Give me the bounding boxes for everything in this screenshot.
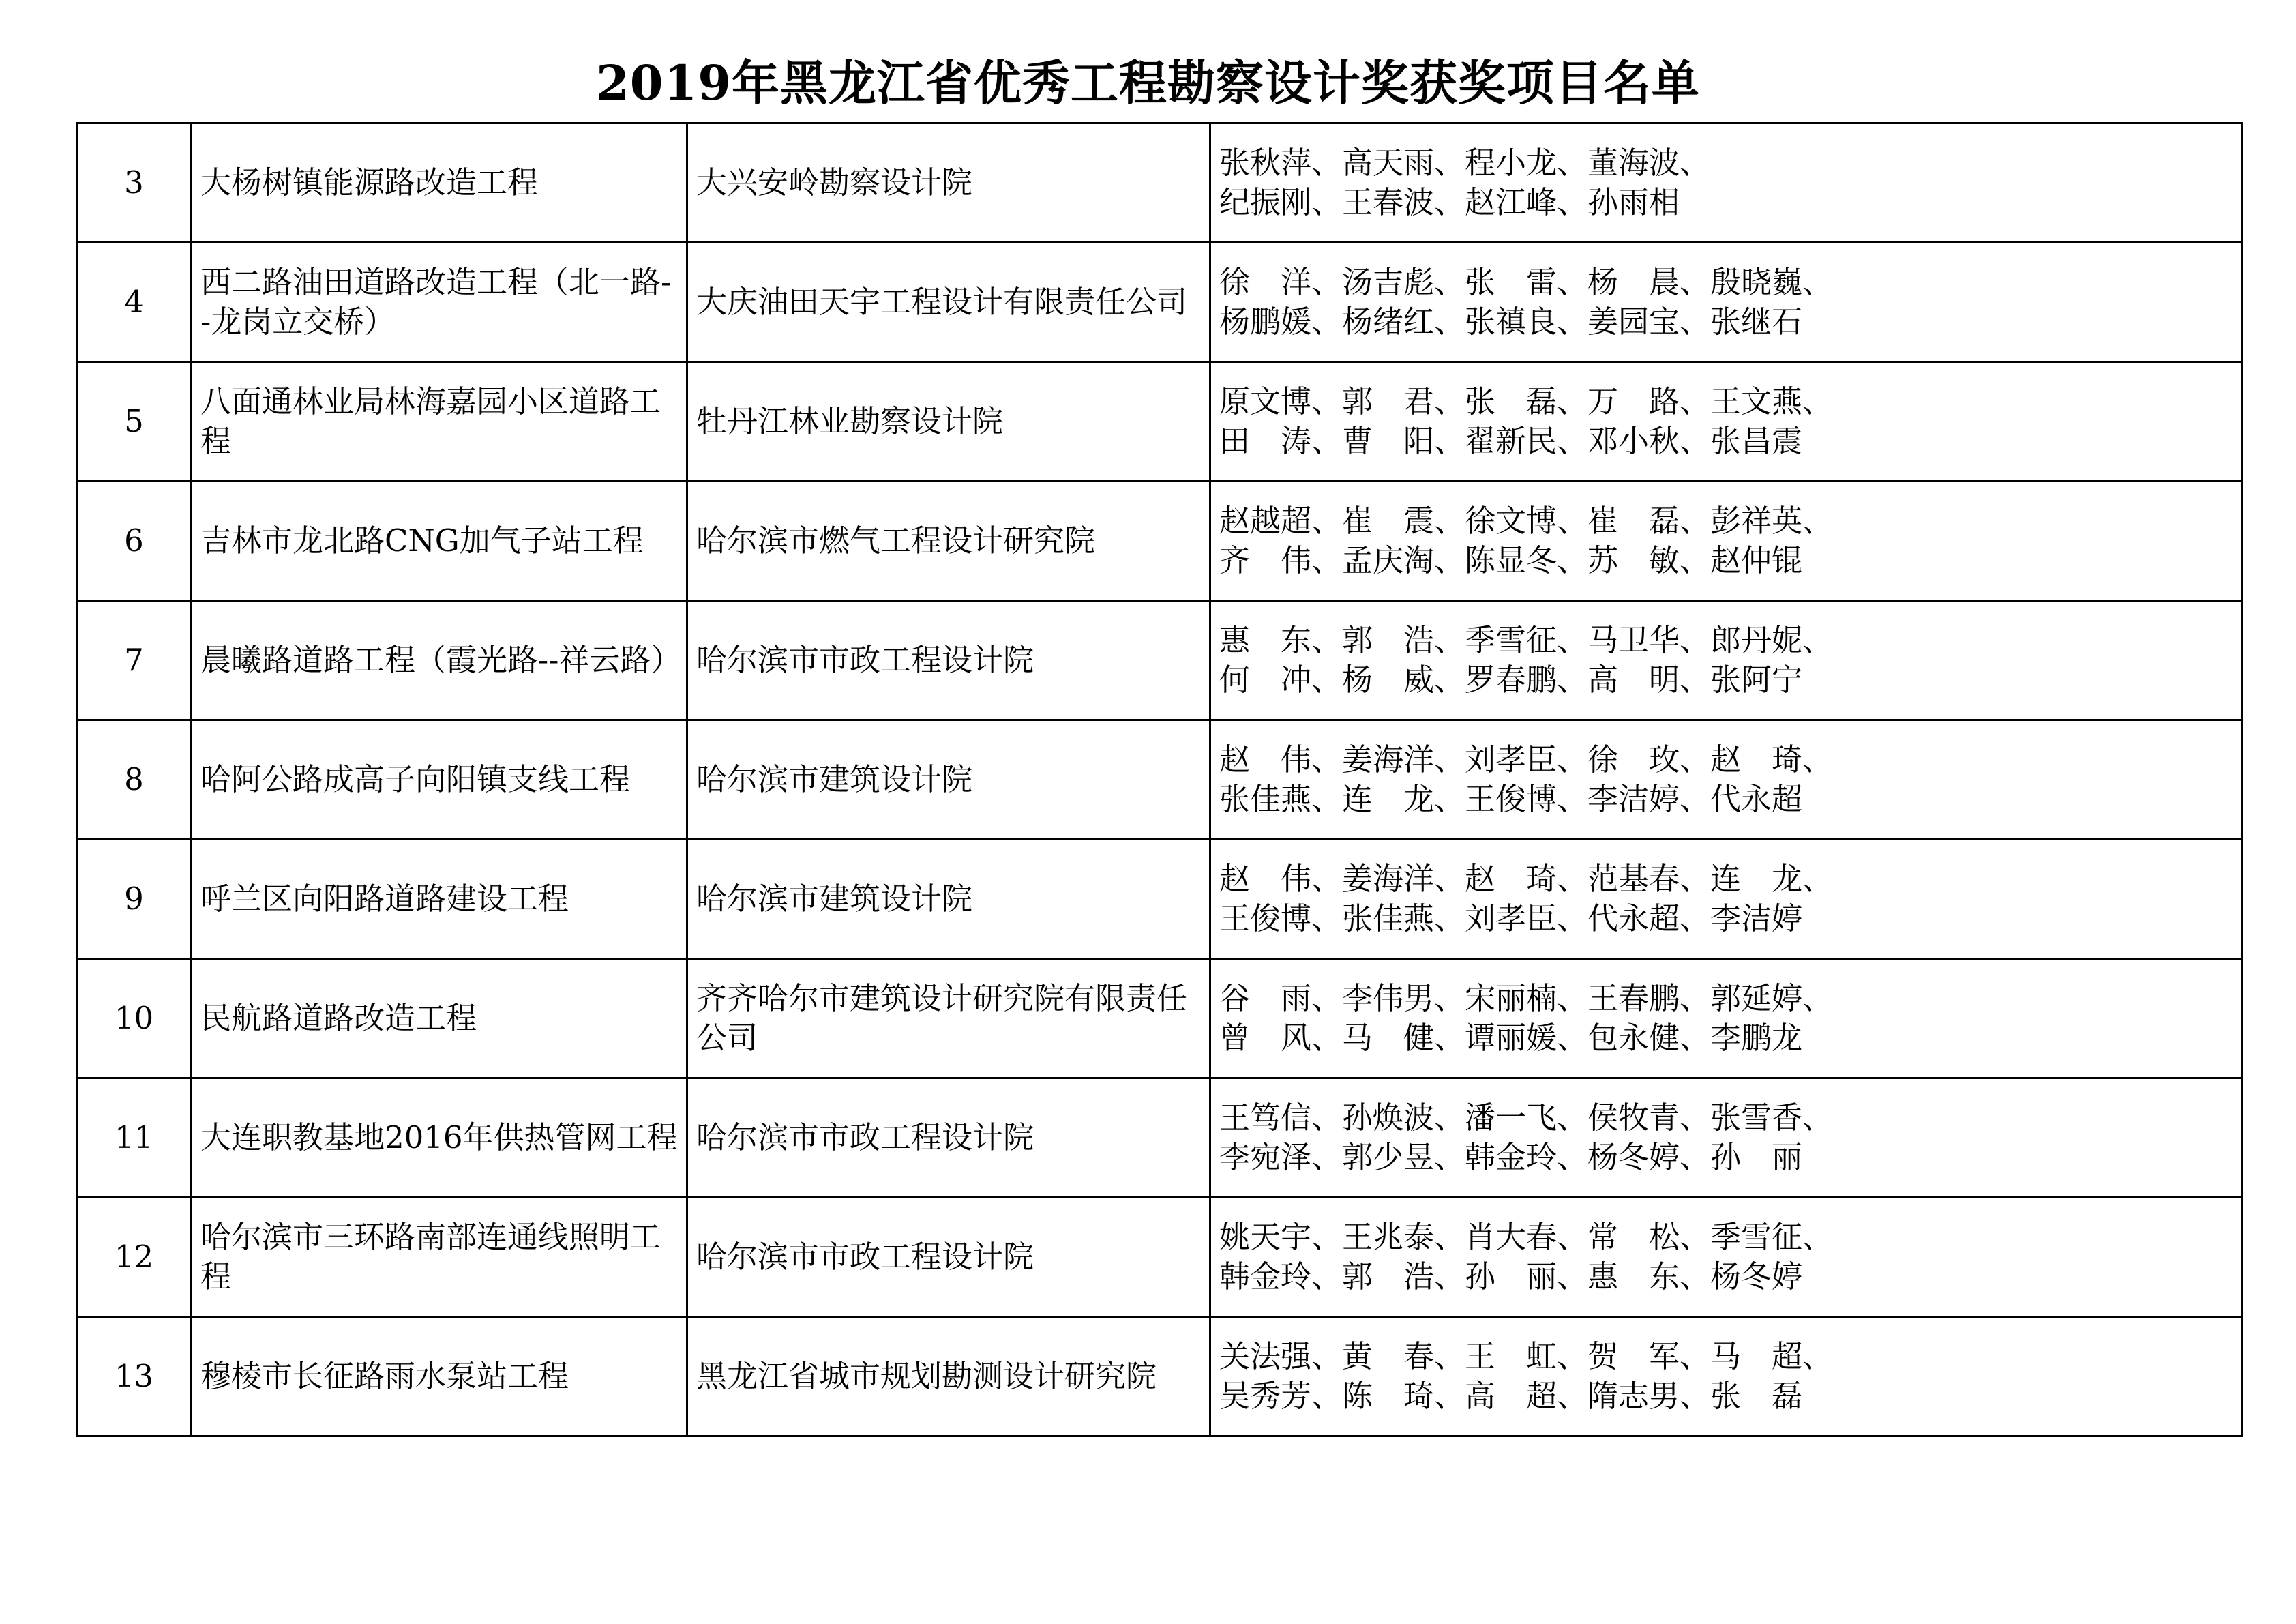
personnel-names-line: 惠 东、郭 浩、季雪征、马卫华、郎丹妮、 — [1219, 622, 1834, 658]
design-unit-cell: 大庆油田天宇工程设计有限责任公司 — [687, 243, 1210, 362]
project-name-cell: 晨曦路道路工程（霞光路--祥云路） — [192, 601, 687, 720]
personnel-names-line: 原文博、郭 君、张 磊、万 路、王文燕、 — [1219, 383, 1834, 419]
personnel-names-line: 李宛泽、郭少昱、韩金玲、杨冬婷、孙 丽 — [1219, 1139, 1803, 1175]
table-row — [77, 840, 2243, 959]
personnel-names-line: 赵越超、崔 震、徐文博、崔 磊、彭祥英、 — [1219, 503, 1834, 539]
row-number-cell: 7 — [77, 601, 192, 720]
personnel-names-line: 王俊博、张佳燕、刘孝臣、代永超、李洁婷 — [1219, 900, 1803, 936]
personnel-names-line: 杨鹏媛、杨绪红、张禛良、姜园宝、张继石 — [1219, 304, 1803, 340]
personnel-names-cell — [1210, 1198, 2243, 1317]
project-name-cell: 西二路油田道路改造工程（北一路--龙岗立交桥） — [192, 243, 687, 362]
row-number-cell: 12 — [77, 1198, 192, 1317]
personnel-names-cell — [1210, 362, 2243, 482]
personnel-names-cell — [1210, 1078, 2243, 1198]
design-unit-cell: 哈尔滨市市政工程设计院 — [687, 1078, 1210, 1198]
row-number-cell: 11 — [77, 1078, 192, 1198]
page-title: 2019年黑龙江省优秀工程勘察设计奖获奖项目名单 — [596, 55, 1700, 111]
table-row — [77, 1198, 2243, 1317]
personnel-names-line: 姚天宇、王兆泰、肖大春、常 松、季雪征、 — [1219, 1219, 1834, 1255]
row-number-cell: 4 — [77, 243, 192, 362]
row-number-cell: 3 — [77, 123, 192, 243]
personnel-names-cell — [1210, 1317, 2243, 1436]
personnel-names-line: 韩金玲、郭 浩、孙 丽、惠 东、杨冬婷 — [1219, 1258, 1803, 1295]
personnel-names-line: 张秋萍、高天雨、程小龙、董海波、 — [1219, 145, 1711, 181]
design-unit-cell: 牡丹江林业勘察设计院 — [687, 362, 1210, 482]
project-name-cell: 大连职教基地2016年供热管网工程 — [192, 1078, 687, 1198]
personnel-names-line: 何 冲、杨 威、罗春鹏、高 明、张阿宁 — [1219, 662, 1803, 698]
project-name-cell: 哈阿公路成高子向阳镇支线工程 — [192, 720, 687, 840]
project-name-cell: 穆棱市长征路雨水泵站工程 — [192, 1317, 687, 1436]
design-unit-cell: 哈尔滨市市政工程设计院 — [687, 1198, 1210, 1317]
row-number-cell: 6 — [77, 482, 192, 601]
row-number-cell: 5 — [77, 362, 192, 482]
personnel-names-cell — [1210, 601, 2243, 720]
design-unit-cell: 哈尔滨市建筑设计院 — [687, 840, 1210, 959]
table-row — [77, 482, 2243, 601]
personnel-names-line: 张佳燕、连 龙、王俊博、李洁婷、代永超 — [1219, 781, 1803, 817]
row-number-cell: 13 — [77, 1317, 192, 1436]
project-name-cell: 吉林市龙北路CNG加气子站工程 — [192, 482, 687, 601]
personnel-names-line: 徐 洋、汤吉彪、张 雷、杨 晨、殷晓巍、 — [1219, 264, 1834, 300]
awards-table — [76, 122, 2243, 1437]
row-number-cell: 8 — [77, 720, 192, 840]
project-name-cell: 八面通林业局林海嘉园小区道路工程 — [192, 362, 687, 482]
personnel-names-line: 吴秀芳、陈 琦、高 超、隋志男、张 磊 — [1219, 1378, 1803, 1414]
design-unit-cell: 大兴安岭勘察设计院 — [687, 123, 1210, 243]
personnel-names-line: 关法强、黄 春、王 虹、贺 军、马 超、 — [1219, 1338, 1834, 1374]
personnel-names-line: 曾 风、马 健、谭丽媛、包永健、李鹏龙 — [1219, 1020, 1803, 1056]
design-unit-cell: 黑龙江省城市规划勘测设计研究院 — [687, 1317, 1210, 1436]
awards-table-body — [77, 123, 2243, 1436]
design-unit-cell: 齐齐哈尔市建筑设计研究院有限责任公司 — [687, 959, 1210, 1078]
project-name-cell: 呼兰区向阳路道路建设工程 — [192, 840, 687, 959]
row-number-cell: 9 — [77, 840, 192, 959]
personnel-names-cell — [1210, 840, 2243, 959]
table-row — [77, 720, 2243, 840]
personnel-names-line: 齐 伟、孟庆淘、陈显冬、苏 敏、赵仲锟 — [1219, 542, 1803, 578]
personnel-names-line: 赵 伟、姜海洋、刘孝臣、徐 玫、赵 琦、 — [1219, 741, 1834, 778]
personnel-names-cell — [1210, 482, 2243, 601]
table-row — [77, 123, 2243, 243]
personnel-names-line: 赵 伟、姜海洋、赵 琦、范基春、连 龙、 — [1219, 861, 1834, 897]
design-unit-cell: 哈尔滨市燃气工程设计研究院 — [687, 482, 1210, 601]
personnel-names-line: 田 涛、曹 阳、翟新民、邓小秋、张昌震 — [1219, 423, 1803, 459]
table-row — [77, 1078, 2243, 1198]
personnel-names-cell — [1210, 123, 2243, 243]
table-row — [77, 959, 2243, 1078]
design-unit-cell: 哈尔滨市市政工程设计院 — [687, 601, 1210, 720]
design-unit-cell: 哈尔滨市建筑设计院 — [687, 720, 1210, 840]
personnel-names-cell — [1210, 243, 2243, 362]
personnel-names-line: 纪振刚、王春波、赵江峰、孙雨相 — [1219, 184, 1680, 220]
project-name-cell: 大杨树镇能源路改造工程 — [192, 123, 687, 243]
personnel-names-line: 谷 雨、李伟男、宋丽楠、王春鹏、郭延婷、 — [1219, 980, 1834, 1016]
table-row — [77, 601, 2243, 720]
table-row — [77, 362, 2243, 482]
table-row — [77, 243, 2243, 362]
row-number-cell: 10 — [77, 959, 192, 1078]
personnel-names-cell — [1210, 959, 2243, 1078]
table-row — [77, 1317, 2243, 1436]
project-name-cell: 民航路道路改造工程 — [192, 959, 687, 1078]
personnel-names-cell — [1210, 720, 2243, 840]
personnel-names-line: 王笃信、孙焕波、潘一飞、侯牧青、张雪香、 — [1219, 1099, 1834, 1136]
project-name-cell: 哈尔滨市三环路南部连通线照明工程 — [192, 1198, 687, 1317]
